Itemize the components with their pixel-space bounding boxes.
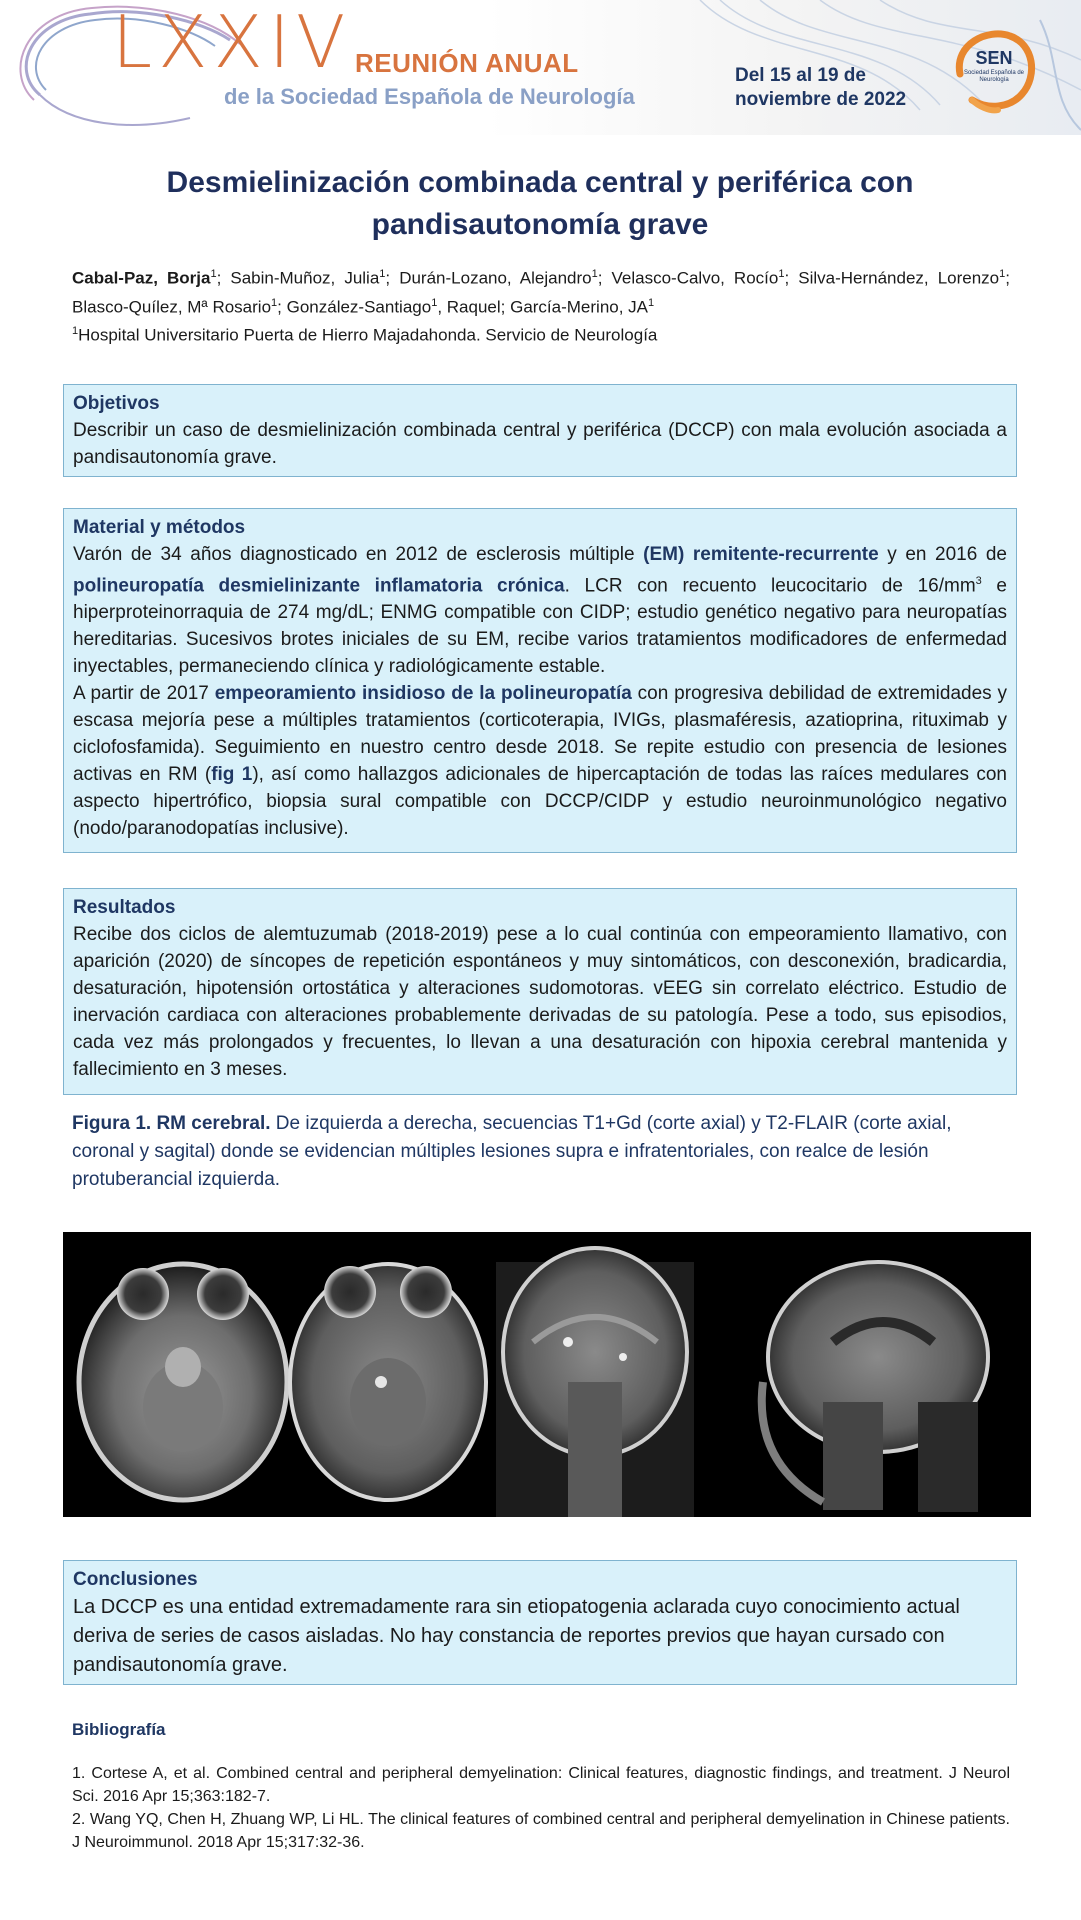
resultados-section	[63, 888, 1017, 1095]
objetivos-section	[63, 384, 1017, 477]
first-author: Cabal-Paz, Borja	[72, 268, 211, 288]
conclusiones-section	[63, 1560, 1017, 1685]
edition-numeral: LXXIV	[112, 0, 352, 84]
mri-coronal-flair	[496, 1248, 694, 1517]
mri-axial-t1	[79, 1264, 287, 1500]
dates-line-2: noviembre de 2022	[735, 89, 907, 110]
event-dates	[735, 64, 906, 112]
mri-axial-flair	[290, 1264, 486, 1500]
affiliation: $^1$Hospital Universitario Puerta de Hierro Majadahonda. Servicio de Neurología	[72, 325, 658, 345]
material-heading: Material y métodos	[73, 517, 246, 538]
sen-logo-subtext: Sociedad Española de Neurología	[963, 70, 1025, 83]
material-paragraph-1: Varón de 34 años diagnosticado en 2012 de esclerosis múltiple (EM) remitente-recurrente y en 2016 de polineuropatía desmielinizante inflamatoria crónica. LCR con recuento leucocitario de $16/mm^3$ e hiperproteinorraquia de 274 mg/dL; ENMG compatible con CIDP; estudio genético negativo para neuropatías hereditarias. Sucesivos brotes iniciales de su EM, recibe varios tratamientos modificadores de enfermedad inyectables, permaneciendo clínica y radiológicamente estable.	[73, 544, 1007, 678]
reference-2: 2. Wang YQ, Chen H, Zhuang WP, Li HL. The clinical features of combined central and peripheral demyelination in Chinese patients. J Neuroimmunol. 2018 Apr 15;317:32-36.	[72, 1811, 1010, 1851]
header-banner	[0, 0, 1081, 135]
figure-description: De izquierda a derecha, secuencias T1+Gd (corte axial) y T2-FLAIR (corte axial, coronal y sagital) donde se evidencian múltiples lesiones supra e infratentoriales, con realce de lesión protuberancial izquierda.	[72, 1113, 952, 1190]
sen-logo-text: SEN	[975, 48, 1013, 68]
sen-logo	[948, 24, 1040, 116]
figure-label: Figura 1. RM cerebral.	[72, 1113, 271, 1134]
title-line-1: Desmielinización combinada central y periférica con	[166, 166, 914, 199]
bibliografia-list	[72, 1762, 1010, 1854]
figure-caption	[72, 1110, 1010, 1194]
material-metodos-section	[63, 508, 1017, 853]
reference-1: 1. Cortese A, et al. Combined central and peripheral demyelination: Clinical features, diagnostic findings, and treatment. J Neurol Sci. 2016 Apr 15;363:182-7.	[72, 1765, 1010, 1805]
conclusiones-heading: Conclusiones	[73, 1569, 198, 1590]
dates-line-1: Del 15 al 19 de	[735, 65, 866, 86]
meeting-label: REUNIÓN ANUAL	[355, 48, 579, 78]
title-line-2: pandisautonomía grave	[371, 208, 709, 241]
poster-title	[120, 162, 960, 246]
resultados-heading: Resultados	[73, 897, 176, 918]
bibliografia-heading: Bibliografía	[72, 1720, 166, 1739]
mri-sagittal-flair	[762, 1262, 988, 1512]
conclusiones-text: La DCCP es una entidad extremadamente rara sin etiopatogenia aclarada cuyo conocimiento actual deriva de series de casos aisladas. No hay constancia de reportes previos que hayan cursado con pandisautonomía grave.	[73, 1596, 960, 1676]
material-paragraph-2: A partir de 2017 empeoramiento insidioso de la polineuropatía con progresiva debilidad de extremidades y escasa mejoría pese a múltiples tratamientos (corticoterapia, IVIGs, plasmaféresis, azatioprina, rituximab y ciclofosfamida). Seguimiento en nuestro centro desde 2018. Se repite estudio con presencia de lesiones activas en RM (fig 1), así como hallazgos adicionales de hipercaptación de todas las raíces medulares con aspecto hipertrófico, biopsia sural compatible con DCCP/CIDP y estudio neuroinmunológico negativo (nodo/paranodopatías inclusive).	[73, 683, 1008, 840]
objetivos-text: Describir un caso de desmielinización combinada central y periférica (DCCP) con mala evolución asociada a pandisautonomía grave.	[73, 420, 1007, 468]
mri-figure	[63, 1232, 1031, 1517]
resultados-text: Recibe dos ciclos de alemtuzumab (2018-2019) pese a lo cual continúa con empeoramiento llamativo, con aparición (2020) de síncopes de repetición espontáneos y muy sintomáticos, con desconexión, bradicardia, desaturación, hipotensión ortostática y alteraciones sudomotoras. vEEG sin correlato eléctrico. Estudio de inervación cardiaca con alteraciones probablemente derivadas de su patología. Pese a todo, sus episodios, cada vez más prolongados y frecuentes, lo llevan a una desaturación con hipoxia cerebral mantenida y fallecimiento en 3 meses.	[73, 924, 1007, 1080]
objetivos-heading: Objetivos	[73, 393, 160, 414]
mri-images	[63, 1232, 1031, 1517]
author-list: Cabal-Paz, Borja$^1$; Sabin-Muñoz, Julia$^1$; Durán-Lozano, Alejandro$^1$; Velasco-Calvo, Rocío$^1$; Silva-Hernández, Lorenzo$^1$; Blasco-Quílez, Mª Rosario$^1$; González-Santiago$^1$, Raquel; García-Merino, $JA^1$ $^1$Hospital Universitario Puerta de Hierro Majadahonda. Servicio de Neurología	[72, 262, 1010, 348]
society-label: de la Sociedad Española de Neurología	[224, 84, 635, 109]
